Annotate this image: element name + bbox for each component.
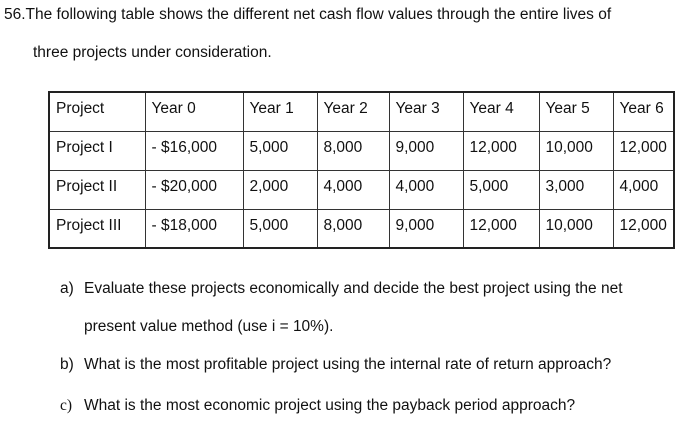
header-cell: Project (49, 92, 145, 131)
table-row (49, 170, 674, 209)
table-cell: 2,000 (243, 170, 317, 209)
table-cell: 8,000 (317, 209, 389, 248)
table-cell: - $18,000 (145, 209, 243, 248)
table-cell: 4,000 (389, 170, 463, 209)
table-cell: 4,000 (317, 170, 389, 209)
header-cell: Year 1 (243, 92, 317, 131)
question-intro-line-1: 56.The following table shows the different net cash flow values through the entire lives of (4, 6, 612, 23)
table-cell: 10,000 (539, 209, 613, 248)
table-cell: 12,000 (613, 209, 674, 248)
part-b-question (60, 356, 611, 374)
table-cell: 3,000 (539, 170, 613, 209)
part-c-text: What is the most economic project using the payback period approach? (84, 397, 576, 414)
table-cell: - $20,000 (145, 170, 243, 209)
table-header-row (49, 92, 674, 131)
part-b-text: What is the most profitable project using the internal rate of return approach? (84, 356, 612, 373)
table-cell: Project I (49, 131, 145, 170)
header-cell: Year 6 (613, 92, 674, 131)
part-b-label: b) (60, 356, 74, 373)
table-row (49, 209, 674, 248)
table-cell: 8,000 (317, 131, 389, 170)
table-cell: 9,000 (389, 131, 463, 170)
header-cell: Year 4 (463, 92, 539, 131)
table-cell: Project II (49, 170, 145, 209)
table-cell: 5,000 (243, 131, 317, 170)
part-c-label: c) (60, 397, 73, 414)
part-a-label: a) (60, 280, 74, 297)
header-cell: Year 5 (539, 92, 613, 131)
header-cell: Year 3 (389, 92, 463, 131)
part-a-text-line-2: present value method (use i = 10%). (84, 318, 334, 335)
question-intro-line-2: three projects under consideration. (33, 44, 272, 61)
table-cell: Project III (49, 209, 145, 248)
table-cell: 9,000 (389, 209, 463, 248)
table-cell: 5,000 (243, 209, 317, 248)
table-cell: 12,000 (463, 131, 539, 170)
part-c-question (60, 397, 575, 415)
part-a-text-line-1: Evaluate these projects economically and decide the best project using the net (84, 280, 623, 297)
table-cell: 4,000 (613, 170, 674, 209)
table-cell: - $16,000 (145, 131, 243, 170)
header-cell: Year 0 (145, 92, 243, 131)
part-a-question (60, 280, 623, 298)
table-cell: 12,000 (613, 131, 674, 170)
cash-flow-table (48, 91, 675, 249)
table-cell: 12,000 (463, 209, 539, 248)
table-row (49, 131, 674, 170)
table-cell: 10,000 (539, 131, 613, 170)
table-cell: 5,000 (463, 170, 539, 209)
header-cell: Year 2 (317, 92, 389, 131)
